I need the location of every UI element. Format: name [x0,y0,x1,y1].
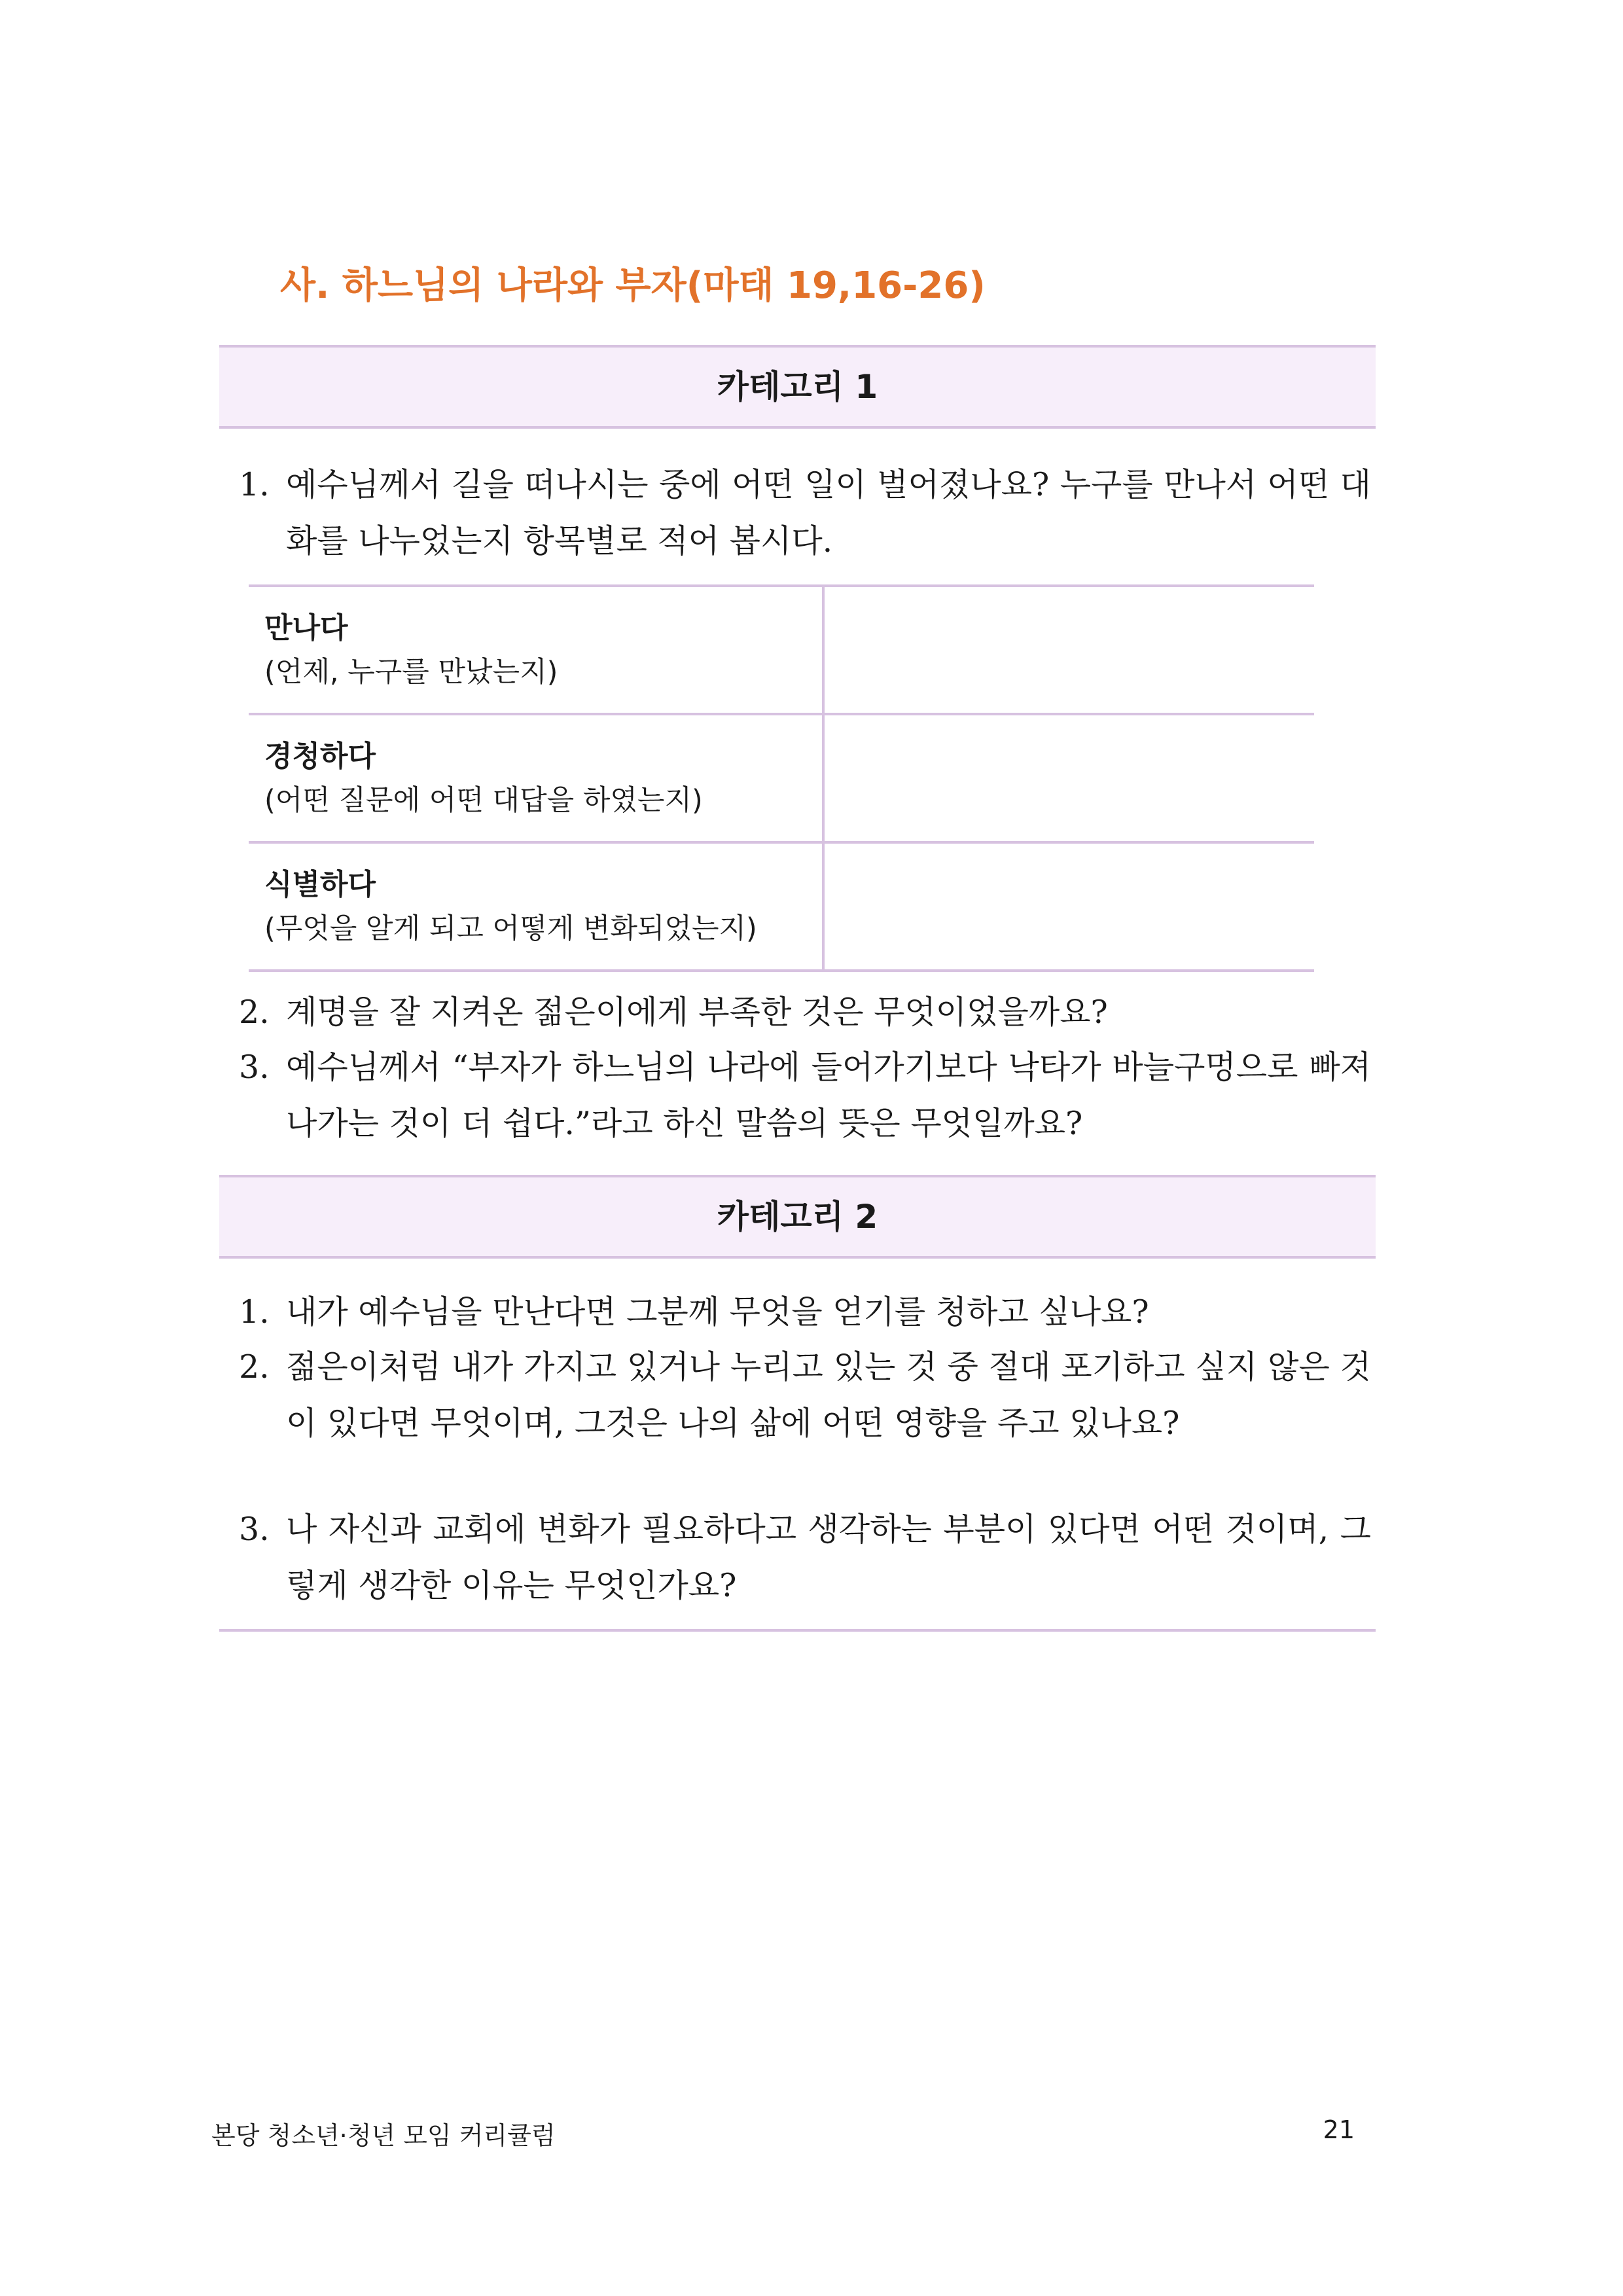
table-label-cell [249,844,825,969]
row-label: 경청하다 [264,740,376,773]
question-text: 예수님께서 “부자가 하느님의 나라에 들어가기보다 낙타가 바늘구멍으로 빠져나가는 것이 더 쉽다.”라고 하신 말씀의 뜻은 무엇일까요? [286,1049,1371,1142]
row-hint: (언제, 누구를 만났는지) [264,656,558,689]
row-hint: (무엇을 알게 되고 어떻게 변화되었는지) [264,912,757,945]
question-text: 나 자신과 교회에 변화가 필요하다고 생각하는 부분이 있다면 어떤 것이며, 그렇게 생각한 이유는 무엇인가요? [286,1511,1371,1604]
footer-title: 본당 청소년·청년 모임 커리큘럼 [211,2121,556,2150]
reflection-table [249,584,1314,972]
answer-cell[interactable] [825,587,1314,713]
question-text: 계명을 잘 지켜온 젊은이에게 부족한 것은 무엇이었을까요? [286,994,1108,1031]
question-text: 젊은이처럼 내가 가지고 있거나 누리고 있는 것 중 절대 포기하고 싶지 않은 것이 있다면 무엇이며, 그것은 나의 삶에 어떤 영향을 주고 있나요? [286,1348,1371,1442]
table-row [249,587,1314,715]
question-1-1 [239,457,1371,569]
question-number: 3. [239,1049,270,1086]
question-2-1 [239,1284,1371,1340]
question-number: 1. [239,1293,270,1331]
question-number: 3. [239,1511,270,1548]
page-number: 21 [1323,2115,1355,2144]
category-header-1 [219,345,1376,429]
category-title: 카테고리 2 [717,1198,878,1236]
table-row [249,715,1314,844]
table-row [249,844,1314,972]
section-title: 사. 하느님의 나라와 부자(마태 19,16-26) [280,264,986,307]
question-number: 2. [239,1348,270,1386]
answer-cell[interactable] [825,715,1314,841]
question-2-3 [239,1501,1371,1614]
section-divider [219,1629,1376,1632]
question-1-2 [239,984,1371,1041]
question-1-3 [239,1039,1371,1152]
question-number: 1. [239,466,270,503]
row-label: 만나다 [264,611,348,645]
question-text: 예수님께서 길을 떠나시는 중에 어떤 일이 벌어졌나요? 누구를 만나서 어떤 대화를 나누었는지 항목별로 적어 봅시다. [286,466,1371,560]
question-2-2 [239,1339,1371,1452]
row-label: 식별하다 [264,868,376,901]
question-number: 2. [239,994,270,1031]
question-text: 내가 예수님을 만난다면 그분께 무엇을 얻기를 청하고 싶나요? [286,1293,1149,1331]
category-header-2 [219,1175,1376,1259]
row-hint: (어떤 질문에 어떤 대답을 하였는지) [264,784,703,817]
answer-cell[interactable] [825,844,1314,969]
table-label-cell [249,587,825,713]
table-label-cell [249,715,825,841]
category-title: 카테고리 1 [717,368,878,406]
